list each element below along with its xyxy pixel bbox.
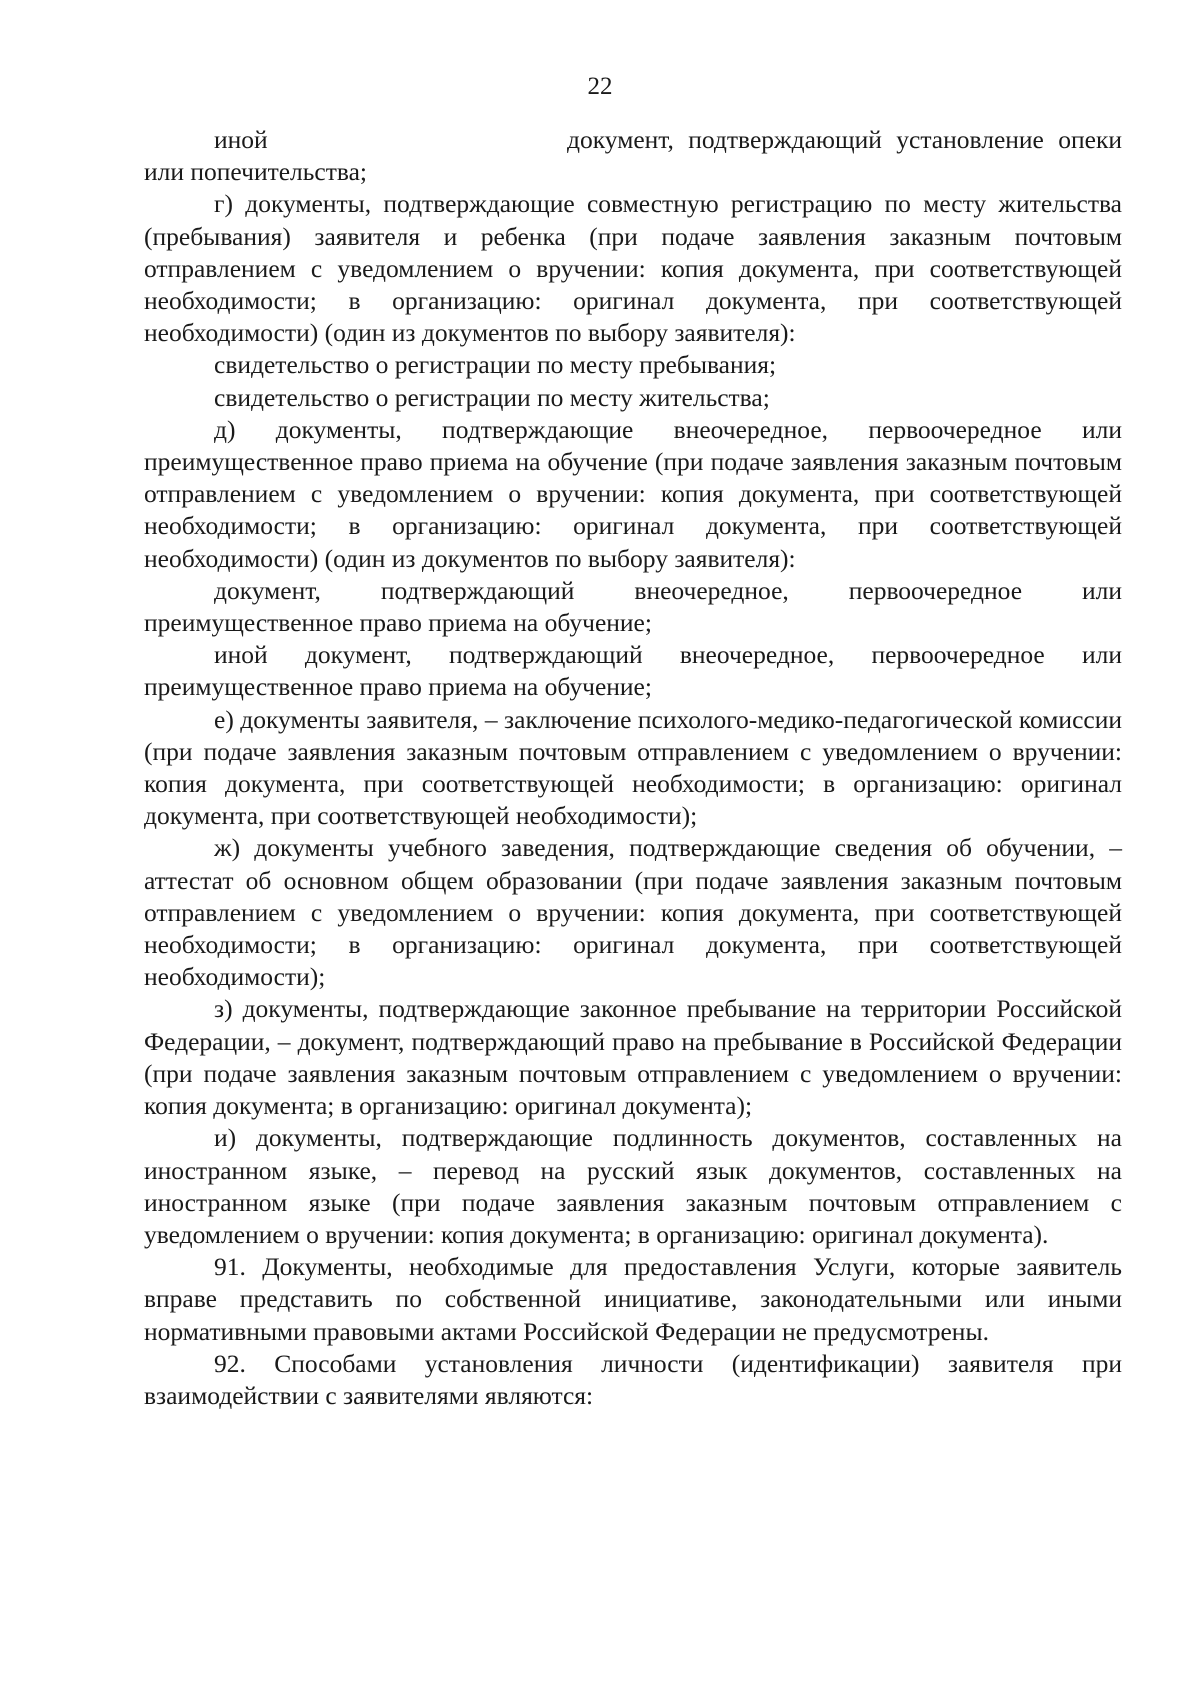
paragraph-item-g: г) документы, подтверждающие совместную регистрацию по месту жительства (пребывания) заявителя и ребенка (при подаче заявления заказным почтовым отправлением с уведомлением о вручении: копия документа, при соответствующей необходимости; в организацию: оригинал документа, при соответствующей необходимости) (один из документов по выбору заявителя): bbox=[144, 189, 1122, 348]
paragraph-subitem: иной документ, подтверждающий внеочередное, первоочередное или преимущественное право приема на обучение; bbox=[144, 640, 1122, 702]
paragraph-item-i: и) документы, подтверждающие подлинность документов, составленных на иностранном языке, – перевод на русский язык документов, составленных на иностранном языке (при подаче заявления заказным почтовым отправлением с уведомлением о вручении: копия документа; в организацию: оригинал документа). bbox=[144, 1123, 1122, 1249]
paragraph-continuation: или попечительства; bbox=[144, 157, 367, 187]
document-body bbox=[144, 124, 1122, 1412]
paragraph-fragment: документ, подтверждающий установление опеки bbox=[567, 125, 1122, 154]
paragraph-continuation-first-line bbox=[144, 124, 1122, 156]
paragraph-91: 91. Документы, необходимые для предоставления Услуги, которые заявитель вправе представить по собственной инициативе, законодательными или иными нормативными правовыми актами Российской Федерации не предусмотрены. bbox=[144, 1252, 1122, 1346]
paragraph-subitem: свидетельство о регистрации по месту жительства; bbox=[214, 382, 770, 412]
page-number: 22 bbox=[587, 73, 613, 100]
paragraph-fragment: иной bbox=[214, 125, 268, 154]
paragraph-item-zh: ж) документы учебного заведения, подтверждающие сведения об обучении, – аттестат об основном общем образовании (при подаче заявления заказным почтовым отправлением с уведомлением о вручении: копия документа, при соответствующей необходимости; в организацию: оригинал документа, при соответствующей необходимости); bbox=[144, 833, 1122, 992]
paragraph-item-z: з) документы, подтверждающие законное пребывание на территории Российской Федерации, – документ, подтверждающий право на пребывание в Российской Федерации (при подаче заявления заказным почтовым отправлением с уведомлением о вручении: копия документа; в организацию: оригинал документа); bbox=[144, 994, 1122, 1121]
paragraph-subitem: документ, подтверждающий внеочередное, первоочередное или преимущественное право приема на обучение; bbox=[144, 575, 1122, 638]
paragraph-subitem: свидетельство о регистрации по месту пребывания; bbox=[214, 350, 777, 380]
paragraph-item-d: д) документы, подтверждающие внеочередное, первоочередное или преимущественное право приема на обучение (при подаче заявления заказным почтовым отправлением с уведомлением о вручении: копия документа, при соответствующей необходимости; в организацию: оригинал документа, при соответствующей необходимости) (один из документов по выбору заявителя): bbox=[144, 414, 1122, 573]
paragraph-item-e: е) документы заявителя, – заключение психолого-медико-педагогической комиссии (при подаче заявления заказным почтовым отправлением с уведомлением о вручении: копия документа, при соответствующей необходимости; в организацию: оригинал документа, при соответствующей необходимости); bbox=[144, 704, 1122, 831]
paragraph-92: 92. Способами установления личности (идентификации) заявителя при взаимодействии с заявителями являются: bbox=[144, 1348, 1122, 1410]
